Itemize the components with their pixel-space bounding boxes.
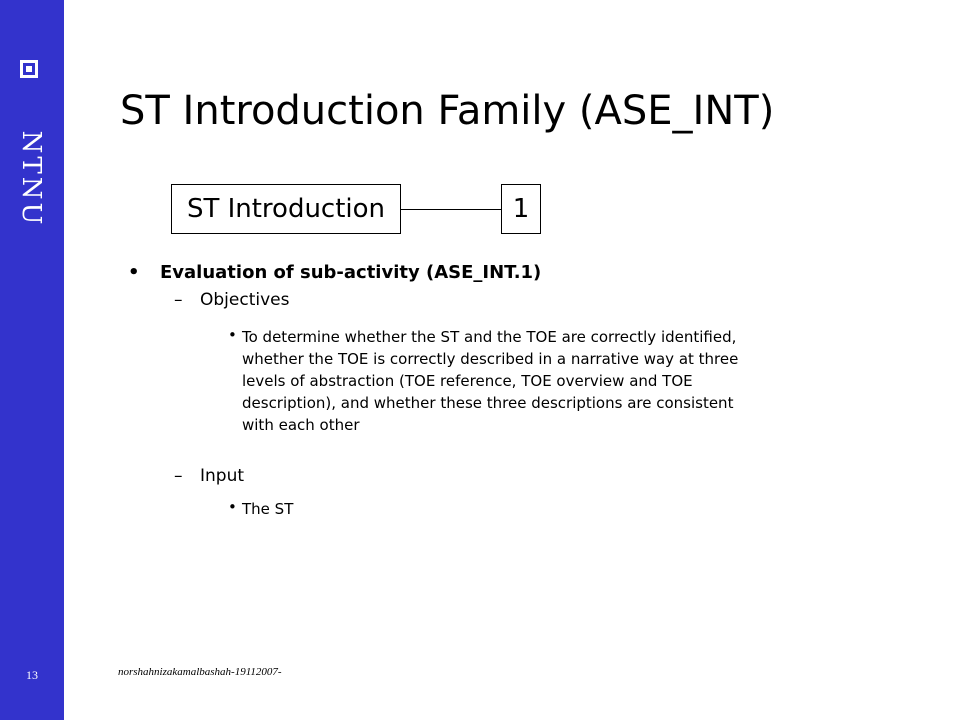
objectives-label: Objectives bbox=[200, 290, 290, 310]
input-text: The ST bbox=[242, 500, 294, 518]
objectives-text bbox=[242, 326, 738, 436]
logo-text: NTNU bbox=[16, 130, 46, 228]
slide-title: ST Introduction Family (ASE_INT) bbox=[120, 88, 775, 134]
objectives-line: levels of abstraction (TOE reference, TOE overview and TOE bbox=[242, 372, 693, 390]
diagram-connector bbox=[401, 209, 501, 210]
heading-text: Evaluation of sub-activity (ASE_INT.1) bbox=[160, 262, 542, 283]
sidebar bbox=[0, 0, 64, 720]
objectives-line: description), and whether these three descriptions are consistent bbox=[242, 394, 734, 412]
page-number: 13 bbox=[26, 668, 38, 682]
bullet-icon: • bbox=[228, 498, 237, 516]
dash-icon: – bbox=[174, 466, 183, 486]
dash-icon: – bbox=[174, 290, 183, 310]
objectives-line: whether the TOE is correctly described in a narrative way at three bbox=[242, 350, 739, 368]
objectives-line: with each other bbox=[242, 416, 360, 434]
bullet-icon: • bbox=[228, 326, 237, 344]
objectives-line: To determine whether the ST and the TOE are correctly identified, bbox=[242, 328, 737, 346]
diagram-family-box: ST Introduction bbox=[171, 184, 401, 234]
ntnu-logo bbox=[16, 56, 44, 246]
diagram-level-box: 1 bbox=[501, 184, 541, 234]
footer-credit: norshahnizakamalbashah-19112007- bbox=[118, 666, 282, 678]
input-label: Input bbox=[200, 466, 245, 486]
logo-square-icon bbox=[20, 60, 38, 78]
bullet-icon: • bbox=[128, 262, 140, 283]
